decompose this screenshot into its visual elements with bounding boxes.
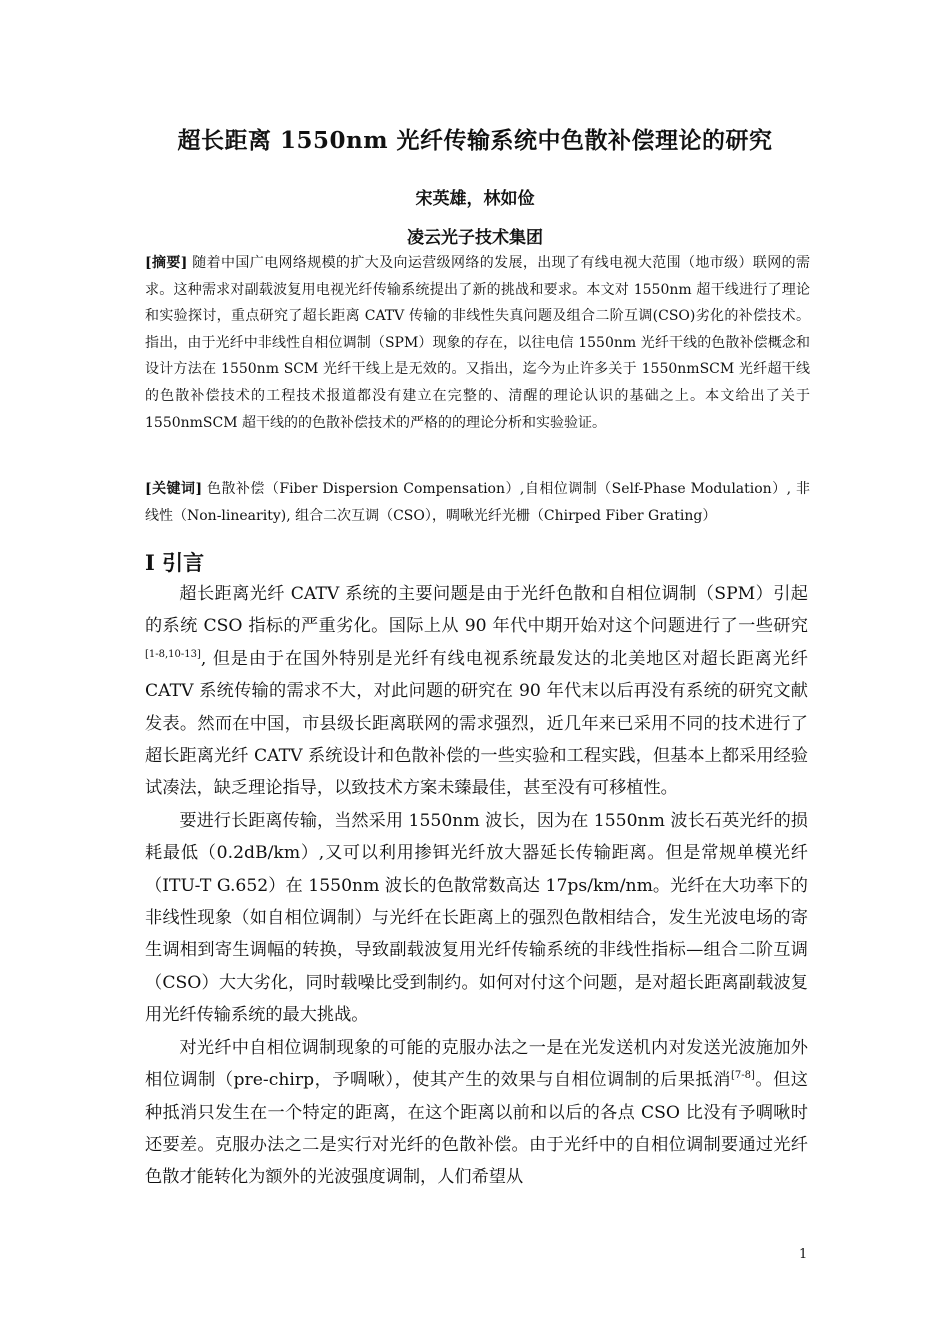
page-number: 1 [799,1247,808,1262]
paragraph-1 [145,578,808,805]
citation-ref: [1-8,10-13] [145,648,201,660]
paragraph-3-text-a: 对光纤中自相位调制现象的可能的克服办法之一是在光发送机内对发送光波施加外相位调制（pre-chirp，予啁啾），使其产生的效果与自相位调制的后果抵消 [145,1037,808,1091]
keywords-label: [关键词] [145,481,203,497]
abstract-label: [摘要] [145,255,188,271]
keywords [145,476,810,530]
abstract [145,250,810,436]
section-heading-introduction: I 引言 [145,550,205,575]
paragraph-3 [145,1032,808,1194]
paragraph-3-text-b: 。但这种抵消只发生在一个特定的距离，在这个距离以前和以后的各点 CSO 比没有予啁啾时还要差。克服办法之二是实行对光纤的色散补偿。由于光纤中的自相位调制要通过光纤色散才能转化为额外的光波强度调制，人们希望从 [145,1070,808,1188]
paper-affiliation: 凌云光子技术集团 [407,228,543,248]
paragraph-1-text-b: , 但是由于在国外特别是光纤有线电视系统最发达的北美地区对超长距离光纤 CATV 系统传输的需求不大，对此问题的研究在 90 年代末以后再没有系统的研究文献发表。然而在中国，市县级长距离联网的需求强烈，近几年来已采用不同的技术进行了超长距离光纤 CATV 系统设计和色散补偿的一些实验和工程实践，但基本上都采用经验试凑法，缺乏理论指导，以致技术方案未臻最佳，甚至没有可移植性。 [145,648,808,799]
paper-title: 超长距离 1550nm 光纤传输系统中色散补偿理论的研究 [177,127,773,154]
paragraph-2: 要进行长距离传输，当然采用 1550nm 波长，因为在 1550nm 波长石英光纤的损耗最低（0.2dB/km）,又可以利用掺铒光纤放大器延长传输距离。但是常规单模光纤（ITU-T G.652）在 1550nm 波长的色散常数高达 17ps/km/nm。光纤在大功率下的非线性现象（如自相位调制）与光纤在长距离上的强烈色散相结合，发生光波电场的寄生调相到寄生调幅的转换，导致副载波复用光纤传输系统的非线性指标—组合二阶互调（CSO）大大劣化，同时载噪比受到制约。如何对付这个问题，是对超长距离副载波复用光纤传输系统的最大挑战。 [145,810,808,1026]
abstract-text: 随着中国广电网络规模的扩大及向运营级网络的发展，出现了有线电视大范围（地市级）联网的需求。这种需求对副载波复用电视光纤传输系统提出了新的挑战和要求。本文对 1550nm 超干线进行了理论和实验探讨，重点研究了超长距离 CATV 传输的非线性失真问题及组合二阶互调(CSO)劣化的补偿技术。指出，由于光纤中非线性自相位调制（SPM）现象的存在，以往电信 1550nm 光纤干线的色散补偿概念和设计方法在 1550nm SCM 光纤干线上是无效的。又指出，迄今为止许多关于 1550nmSCM 光纤超干线的色散补偿技术的工程技术报道都没有建立在完整的、清醒的理论认识的基础之上。本文给出了关于 1550nmSCM 超干线的的色散补偿技术的严格的的理论分析和实验验证。 [145,255,811,431]
keywords-text: 色散补偿（Fiber Dispersion Compensation）,自相位调制（Self-Phase Modulation）, 非线性（Non-linearity), 组合二次互调（CSO），啁啾光纤光栅（Chirped Fiber Grating） [145,481,810,524]
body-text [145,578,808,1194]
citation-ref: [7-8] [730,1070,755,1082]
paper-authors: 宋英雄，林如俭 [415,189,535,209]
paragraph-1-text-a: 超长距离光纤 CATV 系统的主要问题是由于光纤色散和自相位调制（SPM）引起的系统 CSO 指标的严重劣化。国际上从 90 年代中期开始对这个问题进行了一些研究 [145,584,808,637]
